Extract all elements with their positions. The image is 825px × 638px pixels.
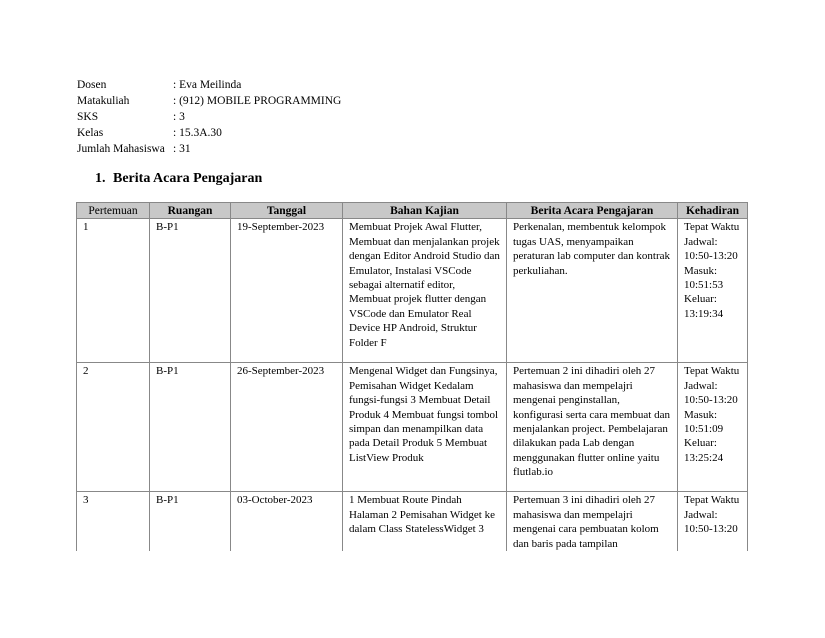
info-value: : 15.3A.30 [173, 127, 222, 139]
info-row-sks [77, 109, 341, 125]
cell-kehadiran: Tepat Waktu Jadwal: 10:50-13:20 Masuk: 10:51:09 Keluar: 13:25:24 [678, 363, 748, 492]
info-label: Kelas [77, 127, 104, 139]
info-row-kelas [77, 125, 341, 141]
info-value: : 31 [173, 143, 191, 155]
cell-pertemuan: 1 [77, 219, 150, 363]
teaching-record-table [76, 202, 748, 551]
cell-bahan-kajian: Membuat Projek Awal Flutter, Membuat dan menjalankan projek dengan Editor Android Studio dan Emulator, Instalasi VSCode sebagai alternatif editor, Membuat projek flutter dengan VSCode dan Emulator Real Device HP Android, Struktur Folder F [343, 219, 507, 363]
cell-pertemuan: 3 [77, 492, 150, 551]
section-number: 1. [95, 171, 106, 186]
cell-tanggal: 03-October-2023 [231, 492, 343, 551]
header-tanggal: Tanggal [231, 203, 343, 219]
cell-ruangan: B-P1 [150, 219, 231, 363]
info-value: : (912) MOBILE PROGRAMMING [173, 95, 342, 107]
cell-bahan-kajian: 1 Membuat Route Pindah Halaman 2 Pemisahan Widget ke dalam Class StatelessWidget 3 [343, 492, 507, 551]
info-label: SKS [77, 111, 99, 123]
info-value: : Eva Meilinda [173, 79, 242, 91]
header-bahan-kajian: Bahan Kajian [343, 203, 507, 219]
info-label: Matakuliah [77, 95, 130, 107]
cell-tanggal: 19-September-2023 [231, 219, 343, 363]
cell-ruangan: B-P1 [150, 492, 231, 551]
info-value: : 3 [173, 111, 185, 123]
info-label: Jumlah Mahasiswa [77, 143, 165, 155]
course-info [77, 77, 341, 157]
cell-berita-acara: Pertemuan 3 ini dihadiri oleh 27 mahasiswa dan mempelajri mengenai cara pembuatan kolom dan baris pada tampilan [507, 492, 678, 551]
info-row-dosen [77, 77, 341, 93]
cell-kehadiran: Tepat Waktu Jadwal: 10:50-13:20 Masuk: 10:51:53 Keluar: 13:19:34 [678, 219, 748, 363]
table-row [77, 363, 748, 492]
cell-berita-acara: Perkenalan, membentuk kelompok tugas UAS, menyampaikan peraturan lab computer dan kontrak perkuliahan. [507, 219, 678, 363]
table-row [77, 492, 748, 551]
cell-kehadiran: Tepat Waktu Jadwal: 10:50-13:20 [678, 492, 748, 551]
info-row-jumlah-mahasiswa [77, 141, 341, 157]
section-title-text: Berita Acara Pengajaran [113, 171, 263, 186]
info-row-matakuliah [77, 93, 341, 109]
cell-pertemuan: 2 [77, 363, 150, 492]
cell-bahan-kajian: Mengenal Widget dan Fungsinya, Pemisahan Widget Kedalam fungsi-fungsi 3 Membuat Detail Produk 4 Membuat fungsi tombol simpan dan menampilkan data pada Detail Produk 5 Membuat ListView Produk [343, 363, 507, 492]
info-label: Dosen [77, 79, 107, 91]
cell-ruangan: B-P1 [150, 363, 231, 492]
table-header-row [77, 203, 748, 219]
header-pertemuan: Pertemuan [77, 203, 150, 219]
section-title [95, 171, 262, 187]
cell-berita-acara: Pertemuan 2 ini dihadiri oleh 27 mahasiswa dan mempelajri mengenai penginstallan, konfigurasi serta cara membuat dan menjalankan project. Pembelajaran dilakukan pada Lab dengan menggunakan flutter online yaitu flutlab.io [507, 363, 678, 492]
header-ruangan: Ruangan [150, 203, 231, 219]
cell-tanggal: 26-September-2023 [231, 363, 343, 492]
table-row [77, 219, 748, 363]
header-berita-acara: Berita Acara Pengajaran [507, 203, 678, 219]
header-kehadiran: Kehadiran [678, 203, 748, 219]
